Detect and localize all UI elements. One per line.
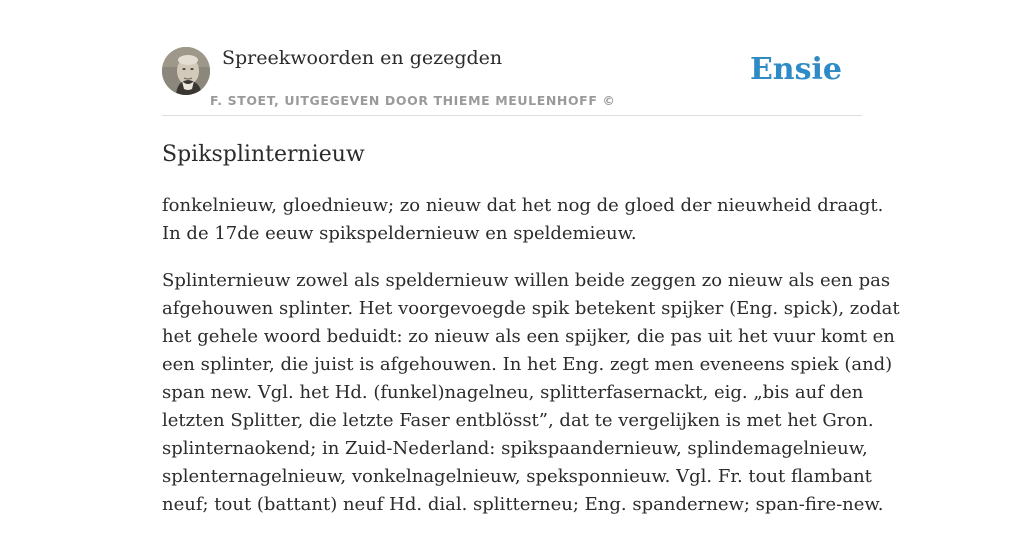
entry-body	[162, 192, 900, 538]
book-title[interactable]: Spreekwoorden en gezegden	[222, 47, 503, 69]
author-portrait-icon	[162, 47, 210, 95]
text-line: letzten Splitter, die letzte Faser entblösst”, dat te vergelijken is met het Gron.	[162, 410, 874, 431]
text-line: een splinter, die juist is afgehouwen. In het Eng. zegt men eveneens spiek (and)	[162, 354, 893, 375]
entry-title: Spiksplinternieuw	[162, 142, 365, 167]
text-line: fonkelnieuw, gloednieuw; zo nieuw dat het nog de gloed der nieuwheid draagt.	[162, 195, 884, 216]
author-avatar[interactable]	[162, 47, 210, 95]
brand-logo[interactable]: Ensie	[749, 52, 842, 87]
text-line: splenternagelnieuw, vonkelnagelnieuw, speksponnieuw. Vgl. Fr. tout flambant	[162, 466, 872, 487]
text-line: afgehouwen splinter. Het voorgevoegde spik betekent spijker (Eng. spick), zodat	[162, 298, 900, 319]
text-line: neuf; tout (battant) neuf Hd. dial. splitterneu; Eng. spandernew; span-fire-new.	[162, 494, 884, 515]
text-line: het gehele woord beduidt: zo nieuw als een spijker, die pas uit het vuur komt en	[162, 326, 895, 347]
paragraph	[162, 192, 884, 248]
text-line: splinternaokend; in Zuid-Nederland: spikspaandernieuw, splindemagelnieuw,	[162, 438, 868, 459]
paragraph	[162, 267, 900, 519]
text-line: Splinternieuw zowel als speldernieuw willen beide zeggen zo nieuw als een pas	[162, 270, 891, 291]
text-line: span new. Vgl. het Hd. (funkel)nagelneu, splitterfasernackt, eig. „bis auf den	[162, 382, 864, 403]
book-header	[162, 0, 862, 116]
book-publisher: F. STOET, UITGEGEVEN DOOR THIEME MEULENHOFF ©	[210, 93, 616, 108]
text-line: In de 17de eeuw spikspeldernieuw en speldemieuw.	[162, 223, 637, 244]
page	[162, 0, 900, 515]
